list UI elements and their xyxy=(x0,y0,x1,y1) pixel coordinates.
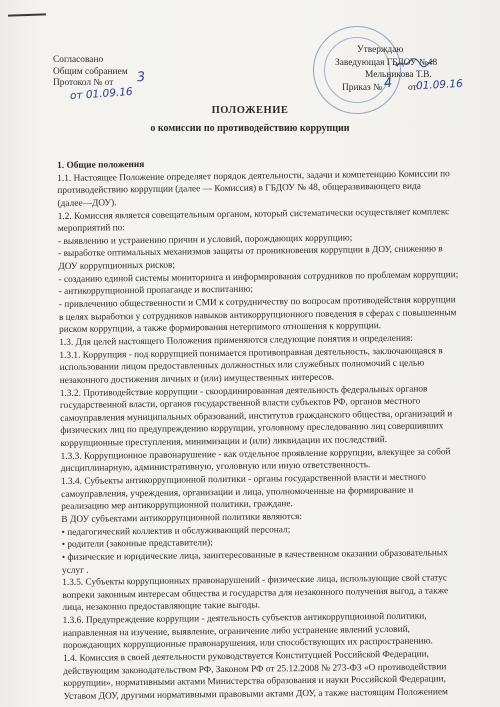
text-line: 1.3.2. Противодействие коррупции - скоординированная деятельность федеральных органов xyxy=(59,384,428,399)
head-name: Мельникова Т.В. xyxy=(365,70,432,80)
section-heading: 1. Общие положения xyxy=(57,159,145,171)
agreed-block xyxy=(53,55,128,90)
text-line: 1.4. Комиссия в своей деятельности руководствуется Конституцией Российской Федерации, xyxy=(63,649,430,664)
text-line: 1.3.4. Субъекты антикоррупционной политики - органы государственной власти и местного xyxy=(60,472,426,487)
text-line: - выработке оптимальных механизмов защиты от проникновения коррупции в ДОУ, снижению в xyxy=(58,244,443,260)
text-line: коррупции», нормативными актами Министерства образования и науки Российской Федерации, xyxy=(63,674,446,690)
text-line: действующим законодательством РФ, Законом РФ от 25.12.2008 № 273-ФЗ «О противодействии xyxy=(63,661,447,677)
edge-pen-mark xyxy=(8,13,46,16)
head-label: Заведующая ГБДОУ №48 xyxy=(335,57,438,68)
text-line: мероприятий по: xyxy=(57,223,125,235)
general-meeting-label: Общим собранием xyxy=(53,66,128,77)
protocol-number-handwritten: 3 xyxy=(136,69,147,86)
text-line: использовании лицом предоставленных должностных или служебных полномочий с целью xyxy=(59,358,425,374)
order-date-handwritten: 01.09.16 xyxy=(415,77,464,93)
document-subtitle: о комиссии по противодействию коррупции xyxy=(150,123,350,134)
text-line: лица, незаконно предоставляющие такие выгоды. xyxy=(62,600,261,614)
text-line: • педагогический коллектив и обслуживающий персонал; xyxy=(61,524,291,538)
text-line: противодействию коррупции (далее — Комиссия) в ГБДОУ № 48, общеразвивающего вида xyxy=(57,181,421,197)
text-line: вопреки законным интересам общества и государства для незаконного получения выгод, а также xyxy=(62,586,449,601)
text-line: ДОУ коррупционных рисков; xyxy=(58,260,176,273)
text-line: 1.2. Комиссия является совещательным органом, который систематически осуществляет комплекс xyxy=(57,206,450,222)
text-line: 1.3. Для целей настоящего Положения применяются следующие понятия и определения: xyxy=(59,333,413,348)
text-line: 1.3.1. Коррупция - под коррупцией понимается противоправная деятельность, заключающаяся в xyxy=(59,345,443,361)
text-line: - выявлению и устранению причин и условий, порождающих коррупцию; xyxy=(57,233,353,247)
protocol-date-handwritten: от 01.09.16 xyxy=(69,85,133,103)
text-line: - привлечению общественности и СМИ к сотрудничеству по вопросам противодействия коррупции xyxy=(58,295,456,311)
text-line: государственной власти, органов государственной власти субъектов РФ, органов местного xyxy=(59,396,421,412)
text-line: незаконного достижения личных и (или) имущественных интересов. xyxy=(59,372,335,386)
text-line: - созданию единой системы мониторинга и информирования сотрудников по проблемам коррупции; xyxy=(58,269,459,285)
text-line: (далее—ДОУ). xyxy=(57,198,117,209)
text-line: порождающих коррупционные правонарушения, или способствующих их распространению. xyxy=(62,636,433,652)
text-line: коррупционные преступления, минимизации и (или) ликвидации их последствий. xyxy=(60,435,388,450)
agreed-label: Согласовано xyxy=(53,55,104,65)
order-number-label: Приказ № xyxy=(342,82,383,93)
text-line: • родители (законные представители); xyxy=(61,538,213,551)
text-line: услуг . xyxy=(61,565,89,576)
text-line: 1.1. Настоящее Положение определяет порядок деятельности, задачи и компетенцию Комиссии по xyxy=(57,168,450,184)
text-line: Уставом ДОУ, другими нормативными правовыми актами ДОУ, а также настоящим Положением xyxy=(63,687,448,702)
text-line: реализацию мер антикоррупционной политики, граждане. xyxy=(61,499,293,513)
text-line: 1.3.3. Коррупционное правонарушение - как отдельное проявление коррупции, влекущее за собой xyxy=(60,446,451,462)
text-line: направленная на изучение, выявление, ограничение либо устранение явлений условий, xyxy=(62,624,410,639)
document-body xyxy=(57,155,496,704)
document-title: ПОЛОЖЕНИЕ xyxy=(211,105,289,116)
text-line: 1.3.5. Субъекты коррупционных правонарушений - физические лица, использующие свой статус xyxy=(62,573,448,589)
text-line: самоуправления муниципальных образований, институтов гражданского общества, организаций и xyxy=(60,409,453,424)
approve-label: Утверждаю xyxy=(357,45,404,55)
order-date-label: от xyxy=(408,82,417,93)
text-line: дисциплинарную, административную, уголовную или иную ответственность. xyxy=(60,460,371,475)
text-line: самоуправления, учреждения, организации и лица, уполномоченные на формирование и xyxy=(61,485,414,500)
text-line: В ДОУ субъектами антикоррупционной политики являются: xyxy=(61,511,303,525)
text-line: риском коррупции, а также формирования нетерпимого отношения к коррупции. xyxy=(59,321,382,336)
order-number-handwritten: 4 xyxy=(383,75,394,92)
text-line: в целях выработки у сотрудников навыков антикоррупционного поведения в сферах с повышенным xyxy=(58,307,457,323)
text-line: - антикоррупционной пропаганде и воспитанию; xyxy=(58,285,254,298)
signature-scribble xyxy=(395,57,435,69)
text-line: • физические и юридические лица, заинтересованные в качественном оказании образовательных xyxy=(61,548,448,563)
text-line: физических лиц по предупреждению коррупции, уголовному преследованию лиц совершивших xyxy=(60,421,444,437)
text-line: 1.3.6. Предупреждение коррупции - деятельность субъектов антикоррупционной политики, xyxy=(62,611,427,627)
protocol-label: Протокол № от xyxy=(53,78,114,88)
